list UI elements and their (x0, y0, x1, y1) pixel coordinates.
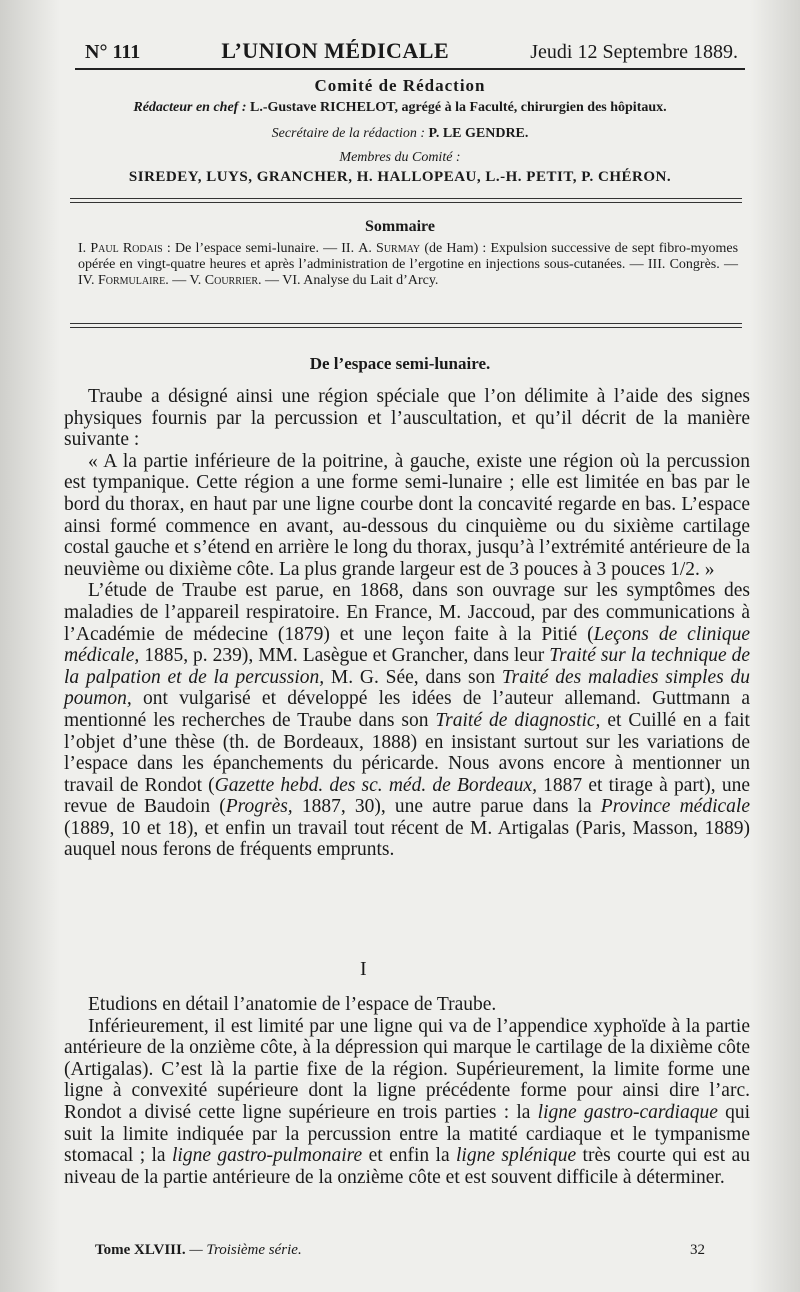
p3-text-e: et Cuillé en a fait l’objet d’une thèse (th. de Bordeaux, 1888) en insistant surtout sur les variations de l’espace dans les épanchements du péricarde. Nous avons encore à mentionner un travail de Rondot ( (64, 709, 750, 796)
members-label: Membres du Comité : (339, 150, 461, 165)
p3-text-b: 1885, p. 239), MM. Lasègue et Grancher, dans leur (139, 645, 550, 667)
p3-text-g: 1887, 30), une autre parue dans la (292, 796, 601, 818)
running-header (85, 38, 738, 64)
p3-text-a: L’étude de Traube est parue, en 1868, dans son ouvrage sur les symptômes des maladies de l’appareil respiratoire. En France, M. Jaccoud, par des communications à l’Académie de médecine (1879) et une leçon faite à la Pitié ( (64, 580, 750, 645)
p5-text-a: Inférieurement, il est limité par une ligne qui va de l’appendice xyphoïde à la partie antérieure de la onzième côte, à la dépression qui marque le cartilage de la dixième côte (Artigalas). C’est là la partie fixe de la région. Supérieurement, la limite forme une ligne à convexité supérieure dont la ligne précédente forme pour ainsi dire l’arc. Rondot a divisé cette ligne supérieure en trois parties : la (64, 1015, 750, 1123)
p3-text-f: 1887 et tirage à part), une revue de Baudoin ( (64, 774, 750, 818)
paragraph-2-quote: « A la partie inférieure de la poitrine, à gauche, existe une région où la percussion est tympanique. Cette région a une forme semi-lunaire ; elle est limitée en bas par le bord du thorax, en haut par une ligne courbe dont la concavité regarde en bas. L’espace ainsi formé commence en avant, au-dessous du cinquième ou du sixième cartilage costal gauche et s’étend en arrière le long du thorax, jusqu’à l’extrémité antérieure de la neuvième ou dixième côte. La plus grande largeur est de 3 pouces à 3 pouces 1/2. » (64, 450, 750, 580)
page-footer (95, 1242, 705, 1259)
p3-italic-7: Province médicale (600, 796, 750, 818)
sommaire-item1-num: I. (78, 241, 87, 256)
paragraph-4: Etudions en détail l’anatomie de l’espace de Traube. (88, 994, 497, 1015)
secretary-name: P. LE GENDRE. (428, 126, 529, 141)
header-rule (75, 68, 745, 70)
editor-label: Rédacteur en chef : (133, 100, 247, 115)
sommaire-item6: — VI. Analyse du Lait d’Arcy. (265, 273, 439, 288)
editor-name: L.-Gustave RICHELOT, agrégé à la Faculté, chirurgien des hôpitaux. (250, 100, 667, 115)
page-shadow-right (750, 0, 800, 1292)
p3-italic-2: Traité sur la technique de la palpation et de la percussion, (64, 645, 750, 688)
p5-italic-1: ligne gastro-cardiaque (537, 1101, 718, 1123)
sommaire-item1-text: : De l’espace semi-lunaire. — II. (166, 241, 355, 256)
sommaire-item2-text: (de Ham) : Expulsion successive de sept fibro-myomes opérée en vingt-quatre heures et après l’administration de l’ergotine en injections sous-cutanées. — III. Congrès. — IV. (78, 241, 739, 288)
p3-text-c: M. G. Sée, dans son (324, 666, 502, 688)
sommaire-item5-pre: — V. (172, 273, 202, 288)
p3-italic-3: Traité des maladies simples du poumon, (64, 666, 750, 710)
sommaire-text (78, 241, 738, 289)
sommaire-item2-author: A. Surmay (358, 241, 421, 256)
p5-text-c: et enfin la (362, 1145, 457, 1167)
p5-italic-3: ligne splénique (456, 1145, 577, 1167)
journal-title: L’UNION MÉDICALE (221, 38, 450, 63)
editor-line (60, 100, 740, 116)
sommaire-rule-1 (70, 323, 742, 324)
article-body-part1 (64, 386, 750, 861)
paragraph-3 (64, 580, 750, 861)
sommaire-item5: Courrier. (204, 273, 262, 288)
footer-volume (95, 1242, 302, 1259)
paragraph-5 (64, 1016, 750, 1189)
sommaire-title: Sommaire (365, 218, 435, 235)
committee-rule-1 (70, 198, 742, 199)
sommaire-item1-author: Paul Rodais (90, 241, 163, 256)
members-list: SIREDEY, LUYS, GRANCHER, H. HALLOPEAU, L.-H. PETIT, P. CHÉRON. (128, 169, 672, 185)
article-title: De l’espace semi-lunaire. (309, 354, 491, 373)
secretary-label: Secrétaire de la rédaction : (271, 126, 426, 141)
footer-tome: Tome XLVIII. (95, 1242, 186, 1258)
page-shadow-left (0, 0, 60, 1292)
footer-serie: — Troisième série. (189, 1242, 302, 1258)
secretary-line (60, 126, 740, 142)
p3-italic-4: Traité de diagnostic, (435, 709, 601, 731)
p3-text-h: (1889, 10 et 18), et enfin un travail tout récent de M. Artigalas (Paris, Masson, 1889) auquel nous ferons de fréquents emprunts. (64, 817, 750, 861)
p3-text-d: ont vulgarisé et développé les idées de l’auteur allemand. Guttmann a mentionné les recherches de Traube dans son (64, 688, 750, 731)
issue-number: N° 111 (85, 41, 141, 63)
article-body-part2 (64, 994, 750, 1188)
p3-italic-5: Gazette hebd. des sc. méd. de Bordeaux, (214, 774, 537, 796)
committee-rule-2 (70, 202, 742, 203)
page-number: 32 (690, 1242, 705, 1258)
p3-italic-1: Leçons de clinique médicale, (64, 623, 750, 667)
p3-italic-6: Progrès, (225, 796, 293, 818)
p5-text-d: très courte qui est au niveau de la partie antérieure de la onzième côte et est souvent difficile à déterminer. (64, 1145, 750, 1188)
paragraph-1: Traube a désigné ainsi une région spéciale que l’on délimite à l’aide des signes physiques fournis par la percussion et l’auscultation, et qu’il décrit de la manière suivante : (64, 386, 750, 451)
section-number: I (360, 958, 367, 980)
p5-text-b: qui suit la limite indiquée par la percussion entre la matité cardiaque et le tympanisme stomacal ; la (64, 1101, 751, 1167)
p5-italic-2: ligne gastro-pulmonaire (172, 1145, 363, 1167)
committee-title: Comité de Rédaction (314, 76, 486, 95)
sommaire-item4: Formulaire. (97, 273, 169, 288)
issue-date: Jeudi 12 Septembre 1889. (530, 41, 738, 63)
sommaire-rule-2 (70, 327, 742, 328)
